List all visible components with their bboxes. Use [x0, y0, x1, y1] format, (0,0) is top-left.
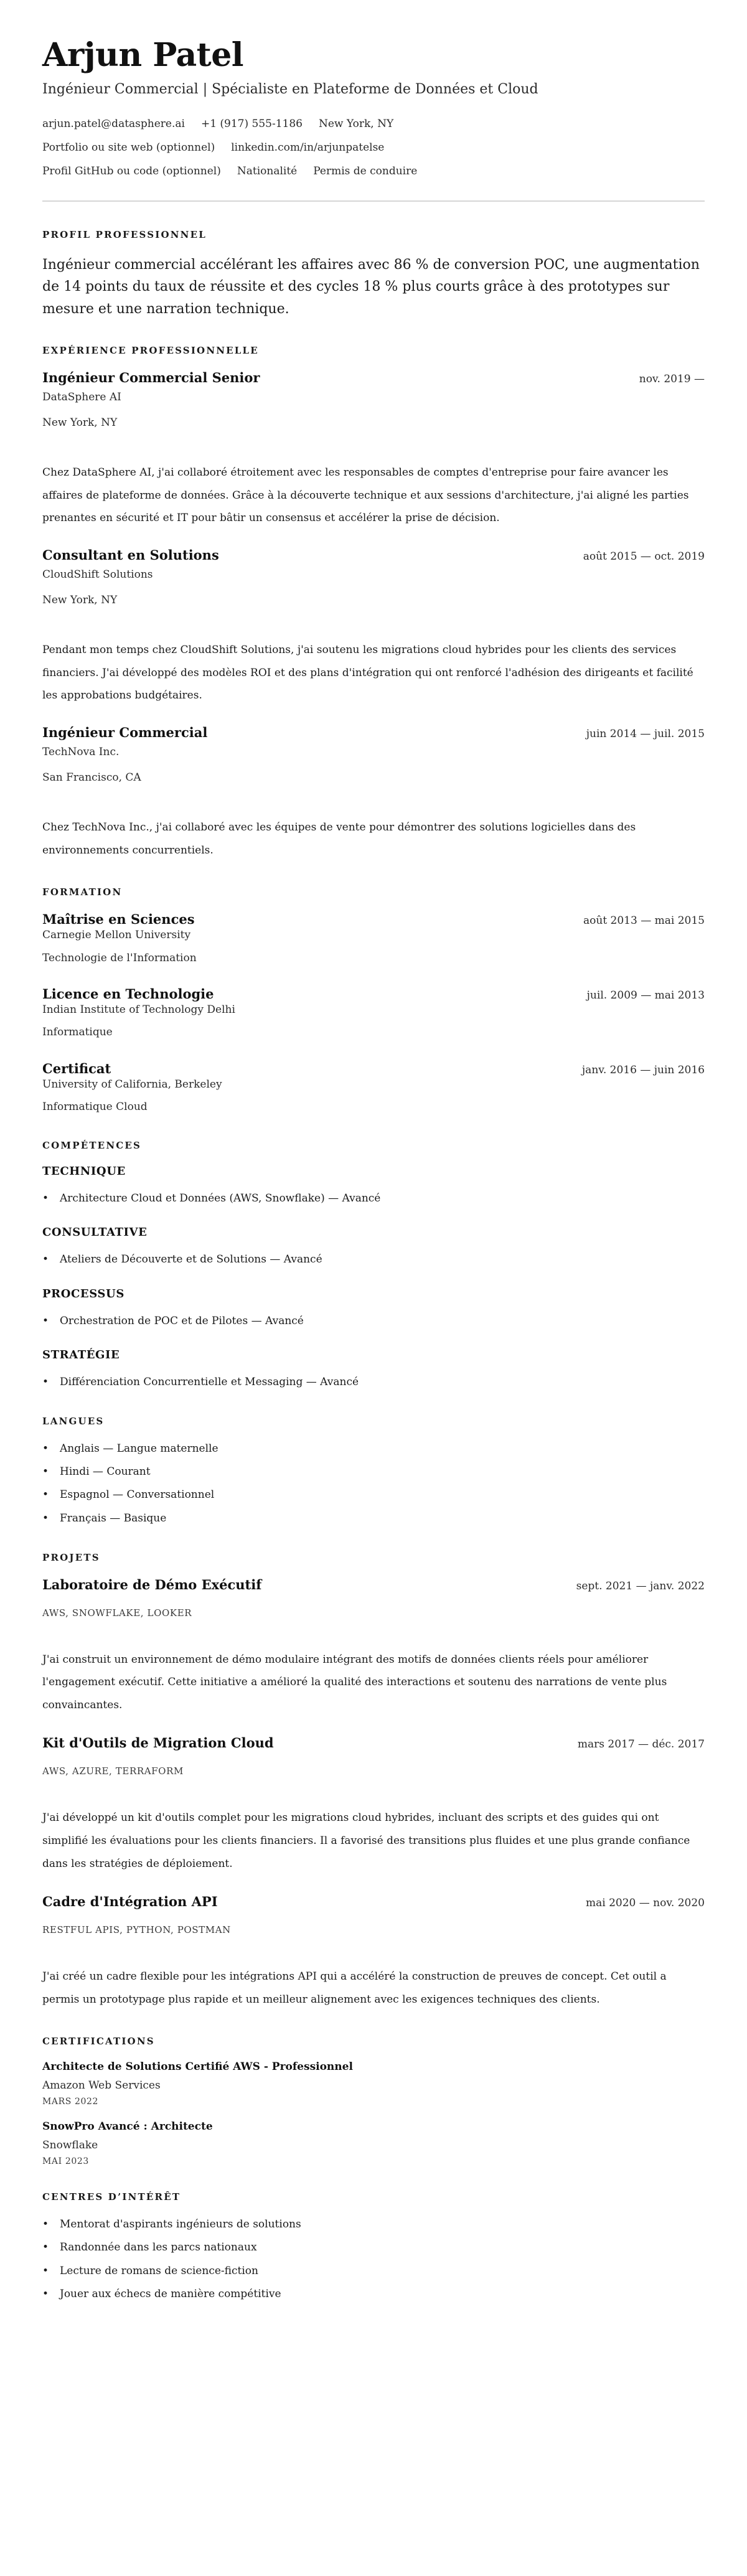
section-title: FORMATION	[42, 886, 123, 898]
degree-title: Licence en Technologie	[42, 985, 214, 1002]
project-title: Kit d'Outils de Migration Cloud	[42, 1735, 274, 1751]
job-location: San Francisco, CA	[42, 771, 141, 784]
email-link[interactable]: arjun.patel@datasphere.ai	[42, 117, 185, 130]
section-title: CENTRES D’INTÉRÊT	[42, 2191, 181, 2203]
interest-item: • Jouer aux échecs de manière compétitive	[42, 2286, 705, 2303]
language-item: • Hindi — Courant	[42, 1464, 705, 1480]
languages-section	[42, 1416, 705, 1527]
contact-row-primary	[42, 117, 705, 131]
skill-group	[42, 1226, 705, 1268]
project-title: Cadre d'Intégration API	[42, 1894, 218, 1910]
contact-row-extra	[42, 164, 705, 178]
language-item: • Anglais — Langue maternelle	[42, 1441, 705, 1457]
nationality: Nationalité	[237, 165, 298, 178]
skill-group	[42, 1287, 705, 1330]
job-date: juin 2014 — juil. 2015	[586, 727, 705, 740]
project-tech: RESTFUL APIS, PYTHON, POSTMAN	[42, 1924, 231, 1936]
job-description: Chez TechNova Inc., j'ai collaboré avec les équipes de vente pour démontrer des solutions logicielles dans des environnements concurrentiels.	[42, 821, 636, 857]
job-title: Ingénieur Commercial	[42, 724, 208, 740]
linkedin-link[interactable]: linkedin.com/in/arjunpatelse	[231, 141, 385, 154]
field-of-study: Technologie de l'Information	[42, 951, 197, 964]
certification-date: MAI 2023	[42, 2156, 89, 2167]
language-item: • Espagnol — Conversationnel	[42, 1487, 705, 1503]
project-date: mai 2020 — nov. 2020	[585, 1897, 705, 1910]
certification-issuer: Snowflake	[42, 2139, 98, 2152]
location: New York, NY	[319, 117, 394, 130]
section-title: LANGUES	[42, 1416, 105, 1427]
project-entry	[42, 1735, 705, 1875]
skill-category: CONSULTATIVE	[42, 1226, 148, 1239]
education-section	[42, 886, 705, 1115]
certification-date: MARS 2022	[42, 2097, 99, 2107]
contact-row-links	[42, 141, 705, 154]
school-name: Indian Institute of Technology Delhi	[42, 1003, 235, 1016]
certifications-section	[42, 2036, 705, 2166]
interest-item: • Lecture de romans de science-fiction	[42, 2263, 705, 2280]
school-name: Carnegie Mellon University	[42, 929, 191, 942]
company-name: CloudShift Solutions	[42, 568, 153, 581]
section-title: CERTIFICATIONS	[42, 2036, 155, 2047]
github-link[interactable]: Profil GitHub ou code (optionnel)	[42, 165, 221, 178]
job-date: nov. 2019 —	[639, 372, 705, 385]
education-date: août 2013 — mai 2015	[583, 914, 705, 928]
skill-category: PROCESSUS	[42, 1287, 125, 1300]
language-item: • Français — Basique	[42, 1510, 705, 1527]
skill-item: • Architecture Cloud et Données (AWS, Snowflake) — Avancé	[42, 1190, 705, 1207]
experience-entry	[42, 725, 705, 862]
company-name: DataSphere AI	[42, 390, 121, 403]
project-description: J'ai construit un environnement de démo modulaire intégrant des motifs de données clients réels pour améliorer l'engagement exécutif. Cette initiative a amélioré la qualité des interactions et soutenu des narrations de vente plus convaincantes.	[42, 1653, 667, 1711]
section-title: PROJETS	[42, 1551, 100, 1563]
section-title: COMPÉTENCES	[42, 1140, 142, 1152]
drivers-license: Permis de conduire	[313, 165, 418, 178]
education-entry	[42, 1061, 705, 1116]
skill-category: TECHNIQUE	[42, 1165, 126, 1178]
experience-entry	[42, 547, 705, 707]
education-date: janv. 2016 — juin 2016	[581, 1063, 705, 1076]
field-of-study: Informatique	[42, 1026, 113, 1039]
project-tech: AWS, AZURE, TERRAFORM	[42, 1765, 184, 1777]
header-divider	[42, 200, 705, 202]
certification-entry	[42, 2061, 705, 2107]
job-description: Chez DataSphere AI, j'ai collaboré étroitement avec les responsables de comptes d'entreprise pour faire avancer les affaires de plateforme de données. Grâce à la découverte technique et aux sessions d'architecture, j'ai aligné les parties prenantes en sécurité et IT pour bâtir un consensus et accélérer la prise de décision.	[42, 466, 689, 525]
certification-title: SnowPro Avancé : Architecte	[42, 2120, 213, 2133]
education-entry	[42, 986, 705, 1041]
interests-section	[42, 2191, 705, 2303]
certification-entry	[42, 2120, 705, 2166]
candidate-name: Arjun Patel	[42, 36, 244, 74]
summary-text: Ingénieur commercial accélérant les affaires avec 86 % de conversion POC, une augmentation de 14 points du taux de réussite et des cycles 18 % plus courts grâce à des prototypes sur mesure et une narration technique.	[42, 257, 700, 317]
school-name: University of California, Berkeley	[42, 1078, 222, 1091]
section-title: PROFIL PROFESSIONNEL	[42, 229, 207, 241]
phone-link[interactable]: +1 (917) 555-1186	[200, 117, 303, 130]
interest-item: • Randonnée dans les parcs nationaux	[42, 2239, 705, 2256]
skill-item: • Différenciation Concurrentielle et Messaging — Avancé	[42, 1374, 705, 1391]
skill-item: • Orchestration de POC et de Pilotes — Avancé	[42, 1313, 705, 1330]
certification-title: Architecte de Solutions Certifié AWS - Professionnel	[42, 2061, 353, 2074]
project-date: sept. 2021 — janv. 2022	[576, 1579, 705, 1592]
portfolio-link[interactable]: Portfolio ou site web (optionnel)	[42, 141, 215, 154]
job-location: New York, NY	[42, 594, 118, 607]
projects-section	[42, 1552, 705, 2011]
headline: Ingénieur Commercial | Spécialiste en Plateforme de Données et Cloud	[42, 82, 538, 98]
job-location: New York, NY	[42, 416, 118, 430]
summary-section	[42, 229, 705, 320]
job-title: Ingénieur Commercial Senior	[42, 369, 260, 385]
field-of-study: Informatique Cloud	[42, 1100, 148, 1113]
project-title: Laboratoire de Démo Exécutif	[42, 1576, 262, 1592]
project-description: J'ai créé un cadre flexible pour les intégrations API qui a accéléré la construction de preuves de concept. Cet outil a permis un prototypage plus rapide et un meilleur alignement avec les exigences techniques des clients.	[42, 1970, 667, 2006]
experience-section	[42, 345, 705, 862]
job-title: Consultant en Solutions	[42, 547, 219, 563]
skill-item: • Ateliers de Découverte et de Solutions — Avancé	[42, 1251, 705, 1268]
project-tech: AWS, SNOWFLAKE, LOOKER	[42, 1607, 192, 1619]
interest-item: • Mentorat d'aspirants ingénieurs de solutions	[42, 2216, 705, 2233]
skill-category: STRATÉGIE	[42, 1348, 120, 1361]
project-entry	[42, 1894, 705, 2011]
degree-title: Certificat	[42, 1060, 111, 1076]
job-date: août 2015 — oct. 2019	[583, 550, 705, 563]
education-entry	[42, 911, 705, 966]
company-name: TechNova Inc.	[42, 745, 120, 758]
experience-entry	[42, 370, 705, 530]
skills-section	[42, 1140, 705, 1391]
education-date: juil. 2009 — mai 2013	[586, 989, 705, 1002]
project-date: mars 2017 — déc. 2017	[577, 1738, 705, 1751]
section-title: EXPÉRIENCE PROFESSIONNELLE	[42, 344, 259, 356]
degree-title: Maîtrise en Sciences	[42, 911, 195, 928]
resume-header	[42, 37, 705, 178]
skill-group	[42, 1348, 705, 1391]
project-entry	[42, 1577, 705, 1717]
certification-issuer: Amazon Web Services	[42, 2079, 161, 2092]
job-description: Pendant mon temps chez CloudShift Solutions, j'ai soutenu les migrations cloud hybrides pour les clients des services financiers. J'ai développé des modèles ROI et des plans d'intégration qui ont renforcé l'adhésion des dirigeants et facilité les approbations budgétaires.	[42, 644, 693, 702]
project-description: J'ai développé un kit d'outils complet pour les migrations cloud hybrides, incluant des scripts et des guides qui ont simplifié les évaluations pour les clients financiers. Il a favorisé des transitions plus fluides et une plus grande confiance dans les stratégies de déploiement.	[42, 1812, 690, 1870]
skill-group	[42, 1165, 705, 1207]
